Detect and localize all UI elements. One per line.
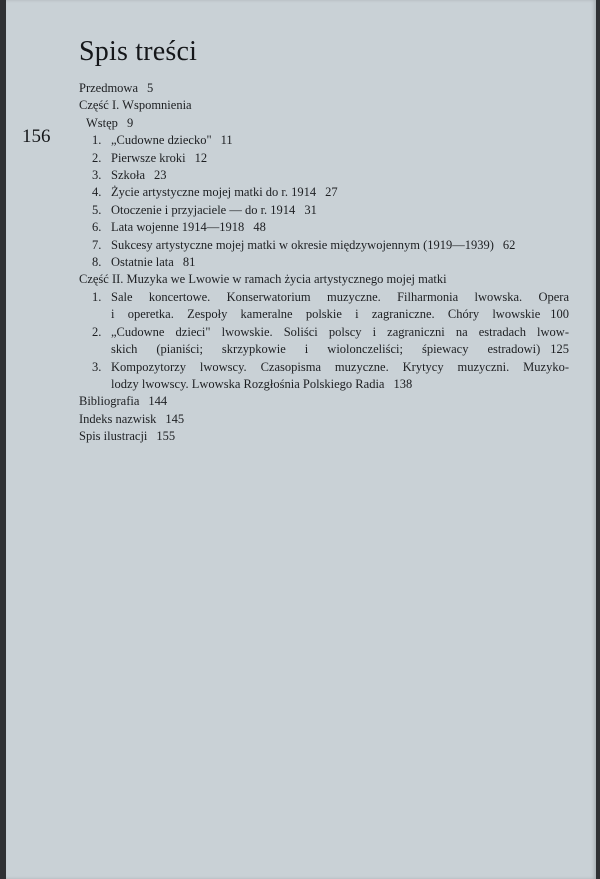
- toc-label: Spis ilustracji: [79, 429, 148, 444]
- toc-page: 5: [147, 81, 154, 95]
- toc-label: Część II. Muzyka we Lwowie w ramach życia artystycznego mojej matki: [79, 272, 447, 287]
- toc-entry: [79, 184, 569, 201]
- toc-label: „Cudowne dziecko": [111, 133, 212, 148]
- toc-label: Wstęp: [86, 115, 118, 130]
- toc-number: 3.: [92, 168, 102, 183]
- toc-number: 2.: [92, 150, 102, 165]
- toc-number: 1.: [92, 289, 102, 304]
- toc-entry-przedmowa: [79, 80, 569, 97]
- toc-entry: [79, 219, 569, 236]
- toc-page: 11: [220, 133, 233, 148]
- toc-label: Bibliografia: [79, 394, 140, 409]
- toc-number: 1.: [92, 133, 102, 148]
- page-number: 156: [22, 126, 51, 147]
- toc-entry: [79, 167, 569, 184]
- toc-page: 48: [253, 220, 266, 235]
- toc-part-2: [79, 271, 569, 288]
- toc-page: 12: [194, 150, 208, 165]
- toc-entry: [79, 254, 569, 271]
- toc-page: 9: [126, 115, 134, 130]
- toc-page: 155: [156, 429, 176, 444]
- toc-label: Ostatnie lata: [111, 255, 174, 270]
- toc-page: 62: [502, 237, 516, 252]
- toc-label: Życie artystyczne mojej matki do r. 1914: [111, 185, 317, 200]
- toc-label: Pierwsze kroki: [111, 150, 186, 165]
- toc-number: 5.: [92, 202, 102, 217]
- toc-page: 138: [393, 376, 413, 391]
- toc-entry-spis-ilustracji: [79, 428, 569, 445]
- toc-label: Szkoła: [111, 168, 146, 183]
- toc-label-line2: skich (pianiści; skrzypkowie i wiolonczeliści; śpiewacy estradowi): [111, 342, 541, 357]
- toc-entry: [79, 289, 569, 324]
- toc-page: 125: [550, 342, 569, 357]
- toc-label: Otoczenie i przyjaciele — do r. 1914: [111, 202, 296, 217]
- toc-label: Lata wojenne 1914—1918: [111, 220, 245, 235]
- toc-number: 2.: [92, 324, 102, 339]
- toc-entry: [79, 132, 569, 149]
- toc-number: 6.: [92, 220, 102, 235]
- toc-entry: [79, 237, 569, 254]
- toc-entry-indeks: [79, 411, 569, 428]
- toc-page: 100: [550, 307, 569, 322]
- toc-entry-bibliografia: [79, 393, 569, 410]
- toc-number: 4.: [92, 185, 102, 200]
- toc-label: Sukcesy artystyczne mojej matki w okresie międzywojennym (1919—1939): [111, 237, 494, 252]
- toc-page: 23: [154, 168, 167, 183]
- toc-page: 145: [165, 411, 185, 426]
- toc-number: 8.: [92, 255, 102, 270]
- toc-entry: [79, 202, 569, 219]
- book-page: [6, 0, 596, 879]
- toc-label: Indeks nazwisk: [79, 411, 157, 426]
- toc-entry: [79, 150, 569, 167]
- toc-part-1: [79, 97, 569, 114]
- toc-page: 144: [148, 394, 168, 409]
- toc-entry: [79, 324, 569, 359]
- toc-entry: [79, 359, 569, 394]
- toc-number: 3.: [92, 359, 102, 374]
- toc-label-line2: lodzy lwowscy. Lwowska Rozgłośnia Polskiego Radia: [111, 376, 385, 391]
- toc-label-line2: i operetka. Zespoły kameralne polskie i zagraniczne. Chóry lwowskie: [111, 307, 541, 322]
- toc-page: 31: [304, 202, 317, 217]
- toc-page: 81: [182, 255, 196, 270]
- toc-label-line1: „Cudowne dzieci" lwowskie. Soliści polscy i zagraniczni na estradach lwow-: [111, 324, 569, 339]
- toc-page: 27: [325, 185, 338, 200]
- toc-label: Część I. Wspomnienia: [79, 98, 192, 113]
- toc-label-line1: Sale koncertowe. Konserwatorium muzyczne. Filharmonia lwowska. Opera: [111, 289, 569, 304]
- table-of-contents: [79, 80, 569, 446]
- toc-number: 7.: [92, 237, 102, 252]
- toc-label-line1: Kompozytorzy lwowscy. Czasopisma muzyczne. Krytycy muzyczni. Muzyko-: [111, 359, 569, 374]
- page-title: Spis treści: [79, 36, 198, 67]
- toc-label: Przedmowa: [79, 81, 139, 95]
- toc-entry-wstep: [79, 115, 569, 132]
